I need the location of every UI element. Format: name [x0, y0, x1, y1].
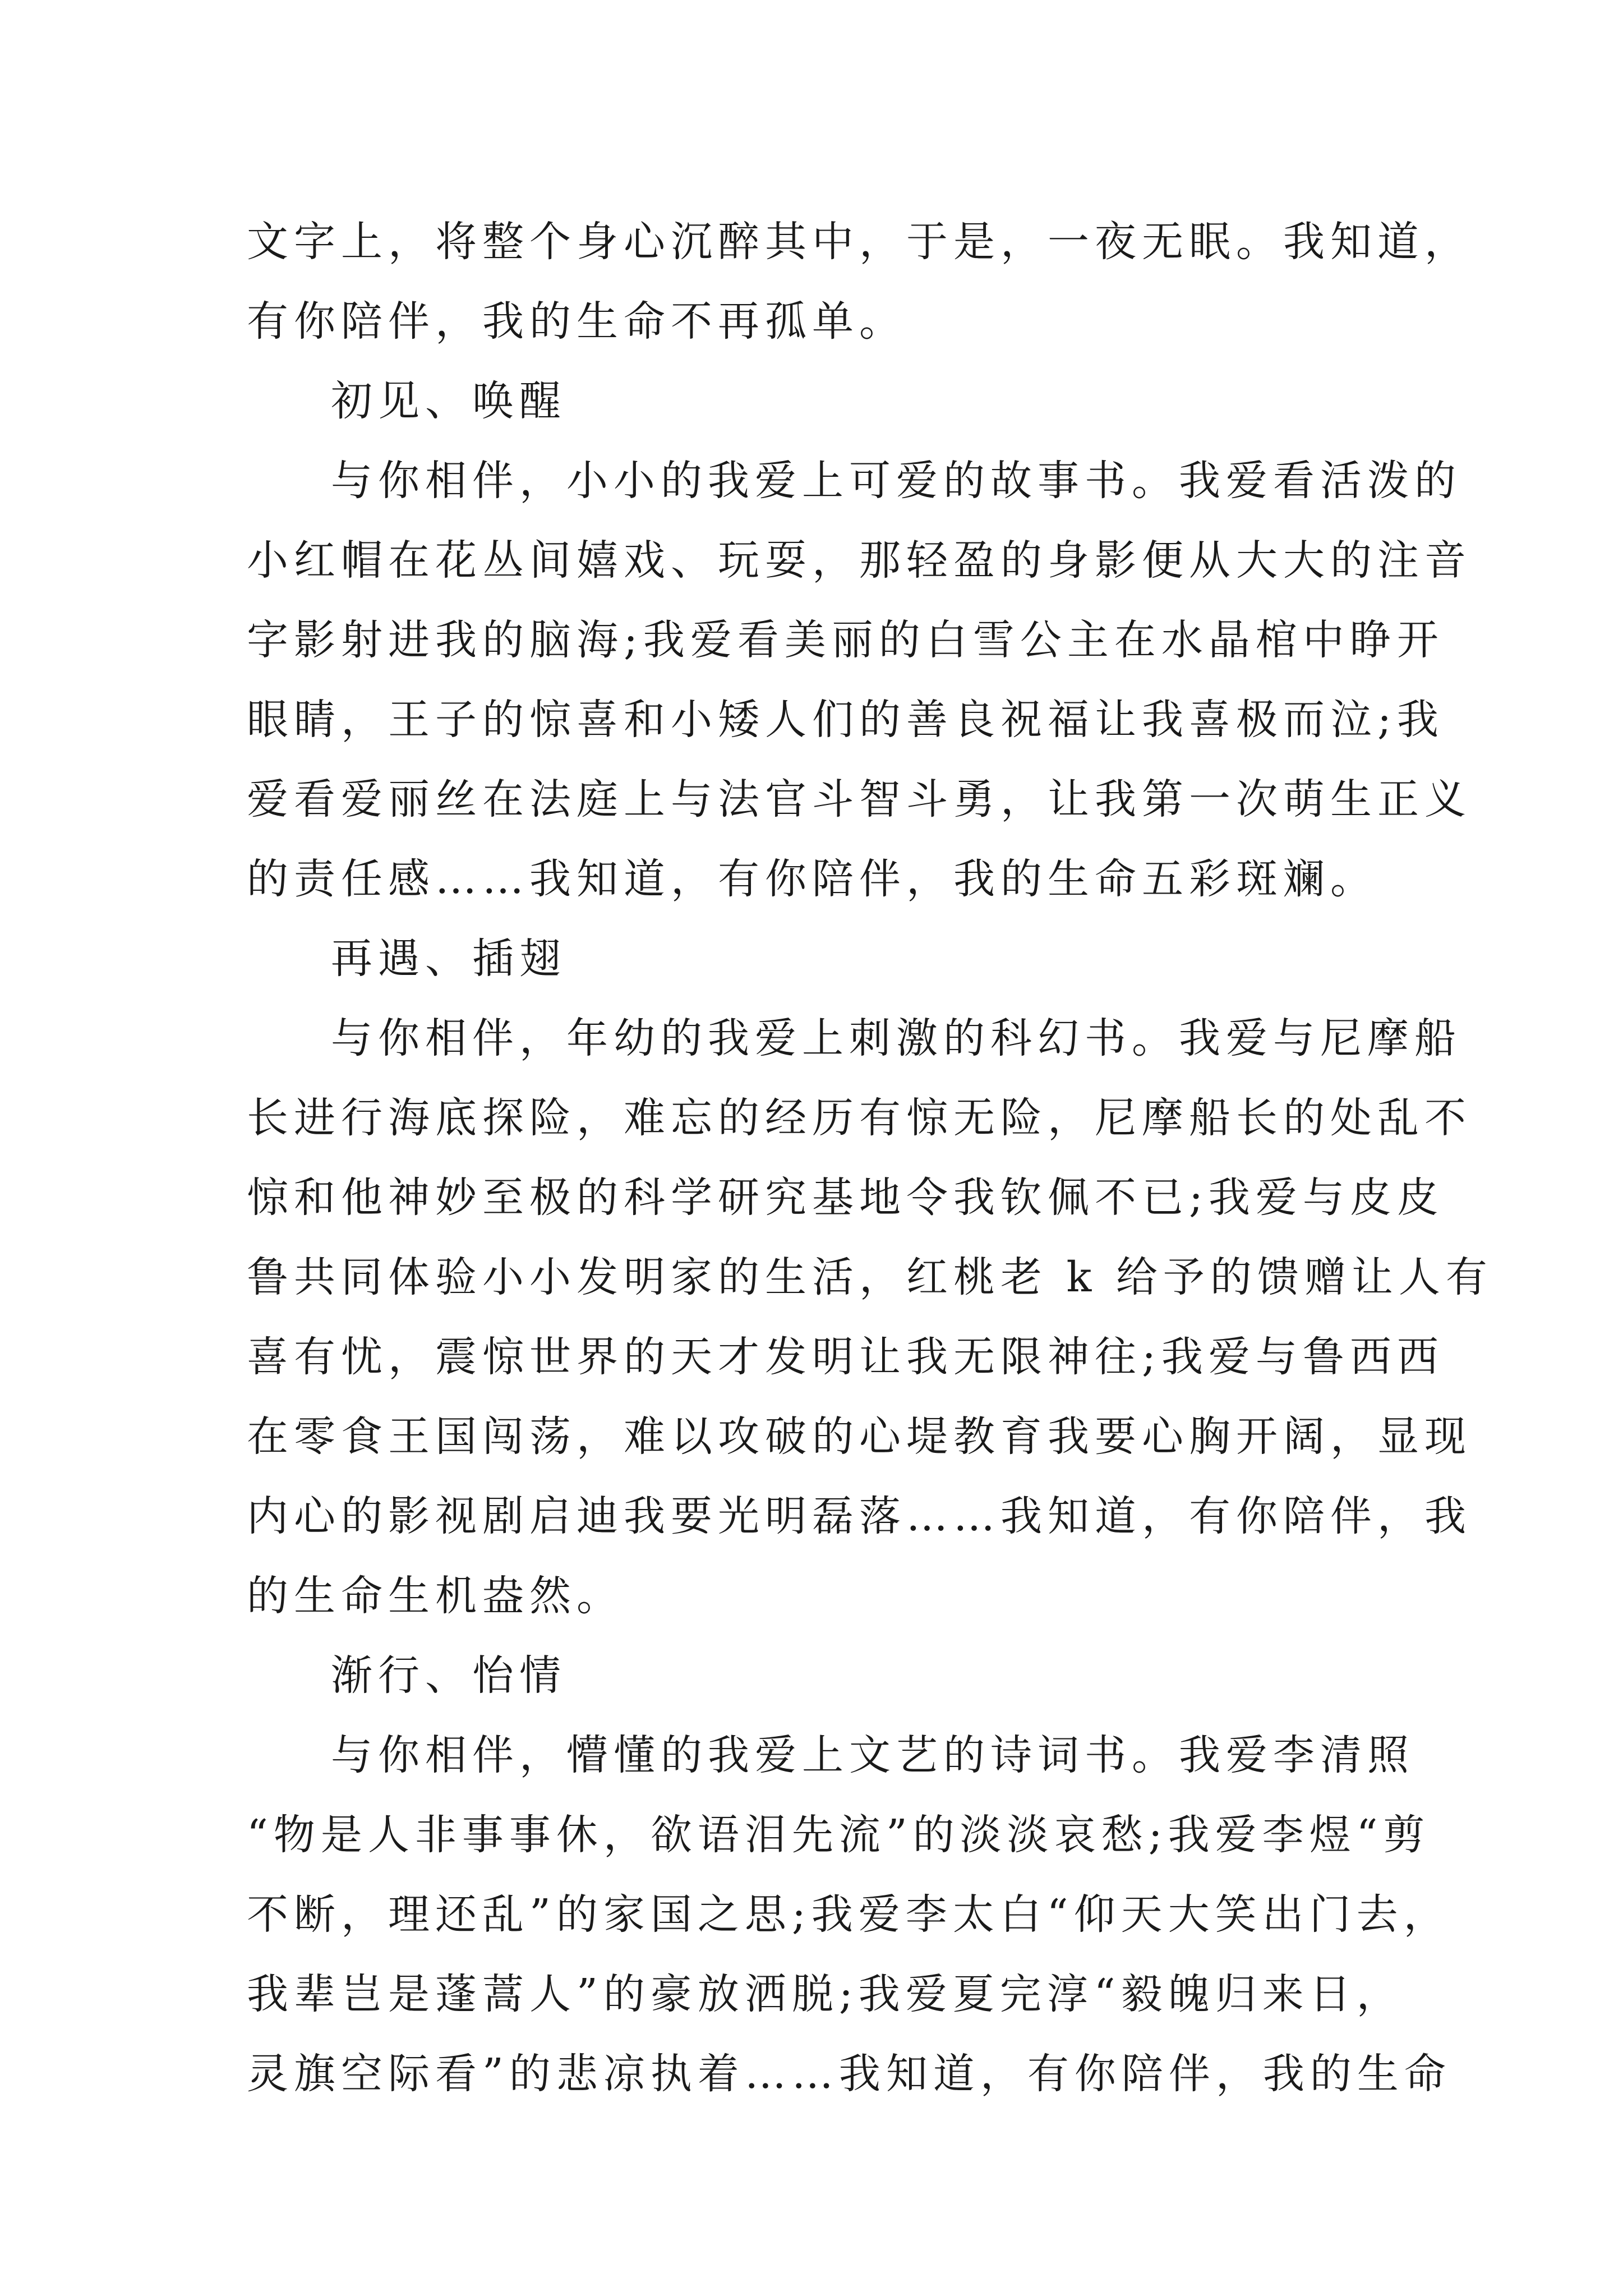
- text-line: 与你相伴，小小的我爱上可爱的故事书。我爱看活泼的: [331, 457, 1461, 505]
- text-line: 再遇、插翅: [331, 935, 566, 983]
- text-line: 长进行海底探险，难忘的经历有惊无险，尼摩船长的处乱不: [247, 1094, 1472, 1142]
- text-line: 爱看爱丽丝在法庭上与法官斗智斗勇，让我第一次萌生正义: [247, 775, 1472, 823]
- text-line: 有你陪伴，我的生命不再孤单。: [247, 297, 906, 346]
- text-line: 在零食王国闯荡，难以攻破的心堤教育我要心胸开阔，显现: [247, 1412, 1472, 1461]
- text-line: “物是人非事事休，欲语泪先流”的淡淡哀愁;我爱李煜“剪: [247, 1811, 1431, 1859]
- text-line: 的责任感……我知道，有你陪伴，我的生命五彩斑斓。: [247, 855, 1377, 903]
- text-line: 小红帽在花丛间嬉戏、玩耍，那轻盈的身影便从大大的注音: [247, 536, 1472, 585]
- text-line: 眼睛，王子的惊喜和小矮人们的善良祝福让我喜极而泣;我: [247, 696, 1444, 744]
- text-line: 的生命生机盎然。: [247, 1572, 624, 1620]
- text-line: 初见、唤醒: [331, 377, 566, 425]
- text-line: 文字上，将整个身心沉醉其中，于是，一夜无眠。我知道，: [247, 218, 1472, 266]
- text-line: 字影射进我的脑海;我爱看美丽的白雪公主在水晶棺中睁开: [247, 616, 1444, 664]
- text-line: 喜有忧，震惊世界的天才发明让我无限神往;我爱与鲁西西: [247, 1333, 1444, 1381]
- text-line: 鲁共同体验小小发明家的生活，红桃老 k 给予的馈赠让人有: [247, 1253, 1493, 1301]
- text-line: 内心的影视剧启迪我要光明磊落……我知道，有你陪伴，我: [247, 1492, 1472, 1540]
- text-line: 渐行、怡情: [331, 1651, 566, 1700]
- text-line: 惊和他神妙至极的科学研究基地令我钦佩不已;我爱与皮皮: [247, 1174, 1444, 1222]
- text-line: 与你相伴，懵懂的我爱上文艺的诗词书。我爱李清照: [331, 1731, 1414, 1779]
- body-text: [247, 202, 1493, 2114]
- text-line: 与你相伴，年幼的我爱上刺激的科幻书。我爱与尼摩船: [331, 1014, 1461, 1062]
- text-line: 灵旗空际看”的悲凉执着……我知道，有你陪伴，我的生命: [247, 2050, 1451, 2098]
- text-line: 我辈岂是蓬蒿人”的豪放洒脱;我爱夏完淳“毅魄归来日，: [247, 1970, 1404, 2018]
- text-line: 不断，理还乱”的家国之思;我爱李太白“仰天大笑出门去，: [247, 1890, 1451, 1939]
